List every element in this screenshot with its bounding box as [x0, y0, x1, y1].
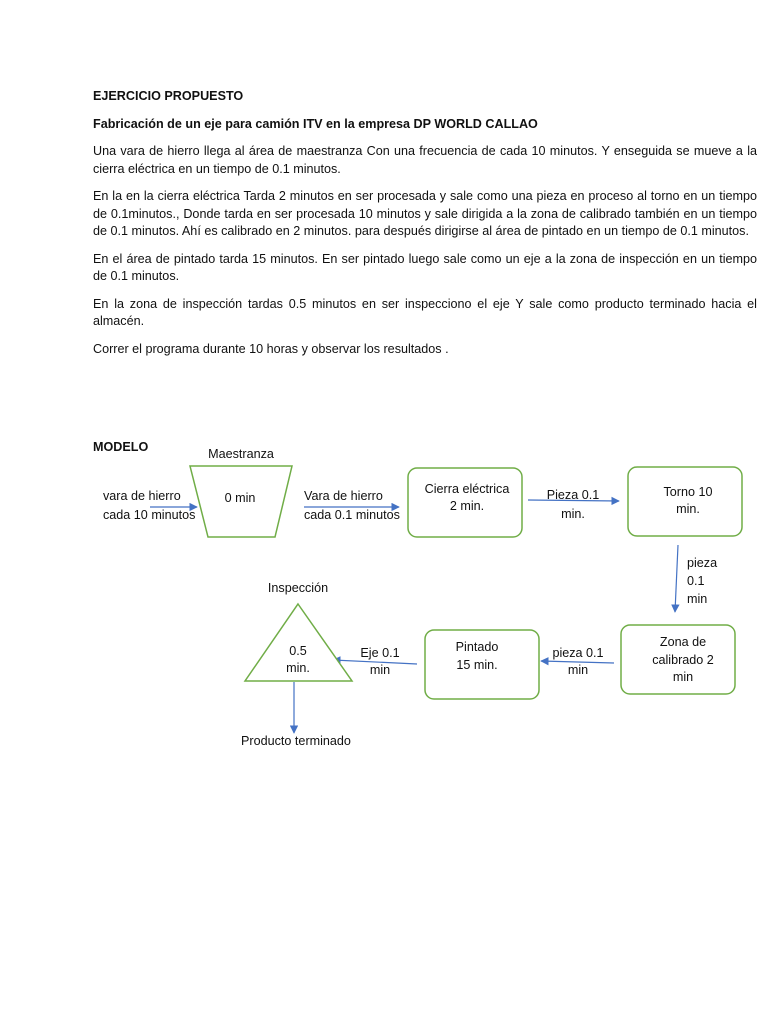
exercise-subheading: Fabricación de un eje para camión ITV en la empresa DP WORLD CALLAO [93, 116, 538, 131]
torno-to-calibrado-line1: pieza [687, 556, 718, 570]
cierra-line2: 2 min. [449, 499, 485, 513]
torno-to-calibrado-line2: 0.1 [687, 574, 705, 588]
inspeccion-time-line1: 0.5 [289, 644, 307, 658]
maestranza-time: 0 min [224, 491, 256, 505]
inspeccion-title: Inspección [267, 581, 329, 595]
cierra-to-torno-line1: Pieza 0.1 [546, 488, 600, 502]
input-label-line1: vara de hierro [103, 489, 181, 503]
torno-to-calibrado-line3: min [687, 592, 708, 606]
inspeccion-time-line2: min. [286, 661, 310, 675]
model-label: MODELO [93, 440, 149, 454]
pintado-line2: 15 min. [456, 658, 498, 672]
input-label-line2: cada 10 minutos [103, 508, 196, 522]
pintado-to-inspeccion-line2: min [369, 663, 391, 677]
paragraph-4: En la zona de inspección tardas 0.5 minutos en ser inspecciono el eje Y sale como producto terminado hacia el almacén. [93, 296, 757, 328]
paragraph-2: En la en la cierra eléctrica Tarda 2 minutos en ser procesada y sale como una pieza en proceso al torno en un tiempo de 0.1minutos., Donde tarda en ser procesada 10 minutos y sale dirigida a la zona de calibrado también en un tiempo de 0.1 minutos. Ahí es calibrado en 2 minutos. para después dirigirse al área de pintado en un tiempo de 0.1 minutos. [93, 189, 757, 238]
torno-line1: Torno 10 [663, 485, 713, 499]
exercise-heading: EJERCICIO PROPUESTO [93, 89, 244, 103]
calibrado-line2: calibrado 2 [652, 653, 714, 667]
paragraph-3: En el área de pintado tarda 15 minutos. En ser pintado luego sale como un eje a la zona de inspección en un tiempo de 0.1 minutos. [93, 251, 757, 283]
maestranza-to-cierra-line2: cada 0.1 minutos [304, 508, 400, 522]
paragraph-5: Correr el programa durante 10 horas y observar los resultados . [93, 341, 449, 356]
calibrado-line3: min [672, 670, 694, 684]
torno-line2: min. [676, 502, 700, 516]
maestranza-to-cierra-line1: Vara de hierro [304, 489, 383, 503]
maestranza-title: Maestranza [208, 447, 274, 461]
cierra-line1: Cierra eléctrica [424, 482, 510, 496]
cierra-to-torno-line2: min. [561, 507, 585, 521]
calibrado-to-pintado-line1: pieza 0.1 [552, 646, 604, 660]
paragraph-1: Una vara de hierro llega al área de maestranza Con una frecuencia de cada 10 minutos. Y enseguida se mueve a la cierra eléctrica en un tiempo de 0.1 minutos. [93, 144, 757, 176]
calibrado-line1: Zona de [659, 635, 707, 649]
pintado-line1: Pintado [455, 640, 499, 654]
cierra-to-torno-arrow [528, 500, 619, 501]
output-label: Producto terminado [241, 734, 351, 748]
torno-to-calibrado-arrow [675, 545, 678, 612]
pintado-to-inspeccion-line1: Eje 0.1 [360, 646, 400, 660]
calibrado-to-pintado-line2: min [567, 663, 589, 677]
